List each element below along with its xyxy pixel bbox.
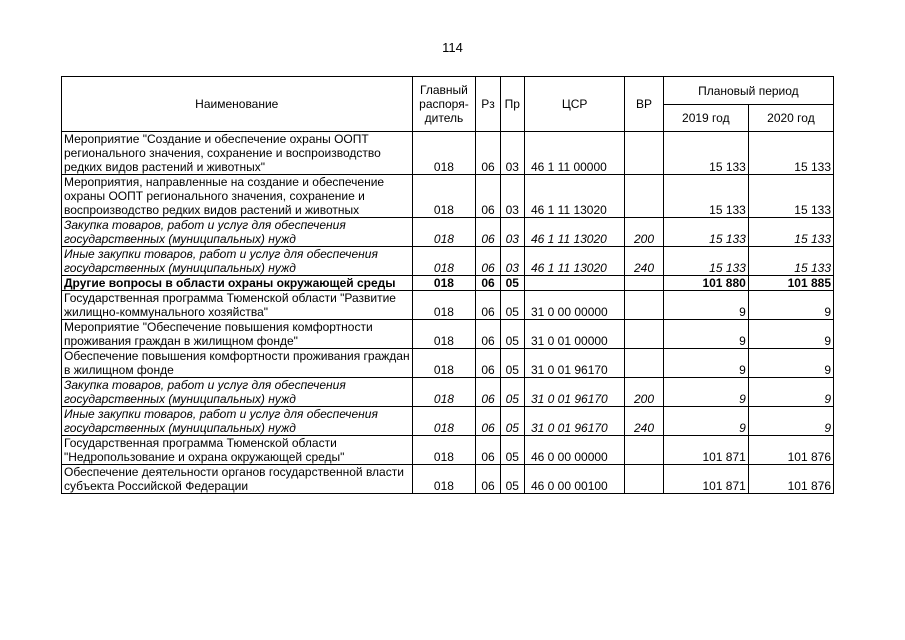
cell-name: Мероприятие "Создание и обеспечение охраны ООПТ регионального значения, сохранение и воспроизводство редких видов растений и животных" xyxy=(62,132,413,175)
cell-vr xyxy=(625,465,663,494)
cell-main-manager: 018 xyxy=(412,247,476,276)
cell-main-manager: 018 xyxy=(412,407,476,436)
table-row xyxy=(62,291,834,320)
cell-main-manager: 018 xyxy=(412,175,476,218)
cell-name: Государственная программа Тюменской области "Развитие жилищно-коммунального хозяйства" xyxy=(62,291,413,320)
cell-rz: 06 xyxy=(476,247,500,276)
cell-2019: 15 133 xyxy=(663,218,748,247)
cell-csr: 46 0 00 00000 xyxy=(524,436,624,465)
cell-name: Другие вопросы в области охраны окружающей среды xyxy=(62,276,413,291)
budget-table xyxy=(61,76,834,494)
cell-2020: 9 xyxy=(748,407,833,436)
cell-pr: 03 xyxy=(500,132,524,175)
cell-rz: 06 xyxy=(476,276,500,291)
cell-main-manager: 018 xyxy=(412,291,476,320)
cell-2020: 15 133 xyxy=(748,218,833,247)
cell-name: Государственная программа Тюменской области "Недропользование и охрана окружающей среды" xyxy=(62,436,413,465)
cell-name: Закупка товаров, работ и услуг для обеспечения государственных (муниципальных) нужд xyxy=(62,218,413,247)
cell-pr: 05 xyxy=(500,378,524,407)
cell-csr: 46 0 00 00100 xyxy=(524,465,624,494)
cell-pr: 05 xyxy=(500,349,524,378)
cell-2019: 101 880 xyxy=(663,276,748,291)
cell-pr: 03 xyxy=(500,175,524,218)
cell-vr: 240 xyxy=(625,407,663,436)
header-year-2019: 2019 год xyxy=(663,105,748,132)
cell-2020: 15 133 xyxy=(748,132,833,175)
cell-main-manager: 018 xyxy=(412,218,476,247)
cell-rz: 06 xyxy=(476,291,500,320)
table-row xyxy=(62,218,834,247)
cell-name: Иные закупки товаров, работ и услуг для обеспечения государственных (муниципальных) нужд xyxy=(62,247,413,276)
cell-vr xyxy=(625,132,663,175)
cell-2019: 15 133 xyxy=(663,175,748,218)
cell-rz: 06 xyxy=(476,407,500,436)
cell-pr: 05 xyxy=(500,436,524,465)
header-rz: Рз xyxy=(476,77,500,132)
cell-vr xyxy=(625,291,663,320)
cell-2020: 101 876 xyxy=(748,465,833,494)
cell-2020: 9 xyxy=(748,349,833,378)
cell-2019: 15 133 xyxy=(663,247,748,276)
cell-pr: 05 xyxy=(500,465,524,494)
cell-name: Мероприятие "Обеспечение повышения комфортности проживания граждан в жилищном фонде" xyxy=(62,320,413,349)
cell-2019: 9 xyxy=(663,349,748,378)
header-main-manager: Главный распоря-дитель xyxy=(412,77,476,132)
cell-csr: 46 1 11 00000 xyxy=(524,132,624,175)
cell-name: Мероприятия, направленные на создание и обеспечение охраны ООПТ регионального значения, сохранение и воспроизводство редких видов растений и животных xyxy=(62,175,413,218)
header-plan-period: Плановый период xyxy=(663,77,833,105)
cell-csr: 31 0 00 00000 xyxy=(524,291,624,320)
table-row xyxy=(62,276,834,291)
table-row xyxy=(62,132,834,175)
cell-pr: 03 xyxy=(500,247,524,276)
cell-csr: 31 0 01 96170 xyxy=(524,378,624,407)
header-pr: Пр xyxy=(500,77,524,132)
cell-csr: 46 1 11 13020 xyxy=(524,218,624,247)
cell-name: Закупка товаров, работ и услуг для обеспечения государственных (муниципальных) нужд xyxy=(62,378,413,407)
cell-2020: 9 xyxy=(748,291,833,320)
cell-main-manager: 018 xyxy=(412,320,476,349)
cell-2020: 9 xyxy=(748,378,833,407)
cell-2019: 9 xyxy=(663,407,748,436)
cell-main-manager: 018 xyxy=(412,349,476,378)
cell-vr xyxy=(625,436,663,465)
table-row xyxy=(62,378,834,407)
cell-rz: 06 xyxy=(476,218,500,247)
cell-vr: 200 xyxy=(625,378,663,407)
cell-2020: 15 133 xyxy=(748,175,833,218)
cell-rz: 06 xyxy=(476,465,500,494)
cell-pr: 05 xyxy=(500,291,524,320)
cell-vr xyxy=(625,320,663,349)
cell-pr: 05 xyxy=(500,320,524,349)
cell-2019: 15 133 xyxy=(663,132,748,175)
cell-2019: 9 xyxy=(663,378,748,407)
cell-csr: 31 0 01 96170 xyxy=(524,349,624,378)
cell-vr xyxy=(625,349,663,378)
cell-2020: 15 133 xyxy=(748,247,833,276)
cell-name: Иные закупки товаров, работ и услуг для обеспечения государственных (муниципальных) нужд xyxy=(62,407,413,436)
cell-csr: 31 0 01 00000 xyxy=(524,320,624,349)
cell-2020: 9 xyxy=(748,320,833,349)
cell-2019: 9 xyxy=(663,320,748,349)
cell-vr: 200 xyxy=(625,218,663,247)
cell-name: Обеспечение повышения комфортности проживания граждан в жилищном фонде xyxy=(62,349,413,378)
cell-main-manager: 018 xyxy=(412,465,476,494)
cell-2020: 101 885 xyxy=(748,276,833,291)
cell-pr: 05 xyxy=(500,407,524,436)
table-body xyxy=(62,132,834,494)
cell-rz: 06 xyxy=(476,349,500,378)
cell-pr: 03 xyxy=(500,218,524,247)
page-number: 114 xyxy=(442,40,463,55)
cell-2019: 101 871 xyxy=(663,436,748,465)
cell-csr xyxy=(524,276,624,291)
header-year-2020: 2020 год xyxy=(748,105,833,132)
cell-csr: 46 1 11 13020 xyxy=(524,175,624,218)
cell-2020: 101 876 xyxy=(748,436,833,465)
cell-name: Обеспечение деятельности органов государственной власти субъекта Российской Федерации xyxy=(62,465,413,494)
cell-rz: 06 xyxy=(476,436,500,465)
cell-rz: 06 xyxy=(476,132,500,175)
table-row xyxy=(62,349,834,378)
header-vr: ВР xyxy=(625,77,663,132)
cell-pr: 05 xyxy=(500,276,524,291)
cell-csr: 46 1 11 13020 xyxy=(524,247,624,276)
table-row xyxy=(62,436,834,465)
table-row xyxy=(62,175,834,218)
table-row xyxy=(62,247,834,276)
cell-2019: 9 xyxy=(663,291,748,320)
table-row xyxy=(62,407,834,436)
cell-rz: 06 xyxy=(476,378,500,407)
cell-vr xyxy=(625,175,663,218)
cell-main-manager: 018 xyxy=(412,378,476,407)
cell-csr: 31 0 01 96170 xyxy=(524,407,624,436)
cell-vr xyxy=(625,276,663,291)
cell-main-manager: 018 xyxy=(412,132,476,175)
header-csr: ЦСР xyxy=(524,77,624,132)
cell-2019: 101 871 xyxy=(663,465,748,494)
cell-rz: 06 xyxy=(476,320,500,349)
cell-main-manager: 018 xyxy=(412,436,476,465)
table-row xyxy=(62,320,834,349)
table-row xyxy=(62,465,834,494)
cell-rz: 06 xyxy=(476,175,500,218)
header-name: Наименование xyxy=(62,77,413,132)
cell-vr: 240 xyxy=(625,247,663,276)
cell-main-manager: 018 xyxy=(412,276,476,291)
